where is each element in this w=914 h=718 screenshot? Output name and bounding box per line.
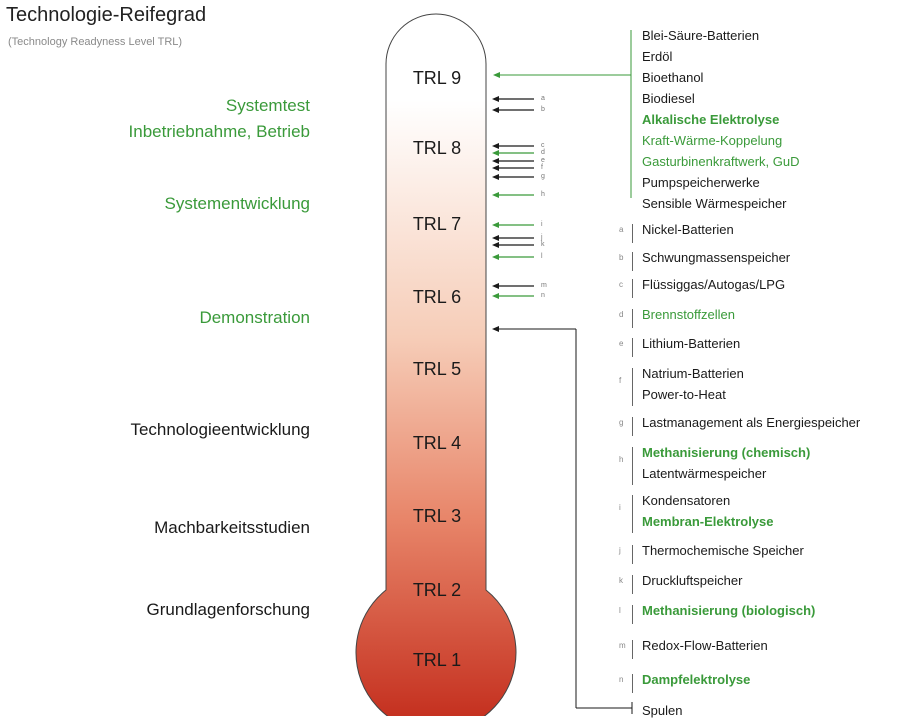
trl-label: TRL 8 [412, 138, 462, 158]
footnote-letter: h [619, 455, 624, 464]
letter-arrowhead [492, 174, 499, 180]
phase-label: Inbetriebnahme, Betrieb [128, 122, 310, 141]
footnote-letter: j [619, 546, 621, 555]
footnote-item: Redox-Flow-Batterien [642, 638, 768, 653]
letter-arrowhead [492, 107, 499, 113]
arrow-letter-label: h [541, 191, 545, 198]
footnote-item: Natrium-Batterien [642, 366, 744, 381]
footnote-item: Membran-Elektrolyse [642, 514, 774, 529]
footnote-divider [632, 640, 633, 659]
trl-label: TRL 7 [412, 214, 462, 234]
arrow-letter-label: g [541, 173, 545, 180]
footnote-item: Latentwärmespeicher [642, 466, 767, 481]
footnote-letter: b [619, 253, 624, 262]
trl-label: TRL 5 [412, 359, 462, 379]
arrow-letter-label: e [541, 157, 545, 164]
footnote-letter: n [619, 675, 624, 684]
letter-arrowhead [492, 283, 499, 289]
arrow-letter-label: k [541, 241, 545, 248]
page-subtitle: (Technology Readyness Level TRL) [8, 36, 183, 48]
footnote-divider [632, 252, 633, 271]
footnote-divider [632, 674, 633, 693]
spulen-arrowhead [492, 326, 499, 332]
footnote-item: Kondensatoren [642, 493, 731, 508]
page-title: Technologie-Reifegrad [6, 4, 207, 26]
trl9-list-item: Bioethanol [642, 70, 704, 85]
letter-arrowhead [492, 143, 499, 149]
footnote-item: Brennstoffzellen [642, 307, 735, 322]
letter-arrowhead [492, 96, 499, 102]
footnote-item: Methanisierung (chemisch) [642, 445, 811, 460]
trl9-list-item: Sensible Wärmespeicher [642, 196, 787, 211]
footnote-divider [632, 495, 633, 533]
arrow-letter-label: l [541, 253, 543, 260]
trl-label: TRL 9 [412, 68, 462, 88]
letter-arrowhead [492, 293, 499, 299]
letter-arrowhead [492, 222, 499, 228]
footnote-item: Druckluftspeicher [642, 573, 743, 588]
footnote-letter: d [619, 310, 624, 319]
footnote-item: Schwungmassenspeicher [642, 250, 791, 265]
phase-label: Systemtest [225, 96, 310, 115]
phase-label: Systementwicklung [164, 194, 310, 213]
footnote-divider [632, 447, 633, 485]
footnote-divider [632, 309, 633, 328]
trl-label: TRL 4 [412, 433, 462, 453]
trl-label: TRL 2 [412, 580, 462, 600]
arrow-letter-label: j [541, 234, 543, 241]
trl9-list-item: Biodiesel [642, 91, 695, 106]
trl9-list-item: Kraft-Wärme-Koppelung [642, 133, 783, 148]
footnote-item: Lastmanagement als Energiespeicher [642, 415, 861, 430]
footnote-letter: m [619, 641, 626, 650]
trl9-list-item: Blei-Säure-Batterien [642, 28, 760, 43]
arrow-letter-label: i [541, 221, 543, 228]
footnote-divider [632, 575, 633, 594]
letter-arrowhead [492, 242, 499, 248]
footnote-divider [632, 368, 633, 406]
trl-label: TRL 1 [412, 650, 462, 670]
footnote-letter: l [619, 606, 621, 615]
arrow-letter-label: m [541, 282, 547, 289]
bottom-item: Spulen [642, 703, 683, 718]
arrow-letter-label: f [541, 164, 543, 171]
phase-label: Grundlagenforschung [146, 600, 310, 619]
footnote-item: Lithium-Batterien [642, 336, 741, 351]
footnote-letter: a [619, 225, 624, 234]
arrow-letter-label: b [541, 106, 545, 113]
footnote-item: Flüssiggas/Autogas/LPG [642, 277, 786, 292]
trl9-list-item: Pumpspeicherwerke [642, 175, 760, 190]
letter-arrowhead [492, 158, 499, 164]
footnote-item: Nickel-Batterien [642, 222, 734, 237]
trl-label: TRL 6 [412, 287, 462, 307]
letter-arrowhead [492, 150, 499, 156]
footnote-item: Power-to-Heat [642, 387, 726, 402]
footnote-letter: f [619, 376, 622, 385]
footnote-divider [632, 605, 633, 624]
letter-arrowhead [492, 254, 499, 260]
phase-label: Demonstration [199, 308, 310, 327]
footnote-divider [632, 224, 633, 243]
footnote-divider [632, 279, 633, 298]
footnote-divider [632, 338, 633, 357]
footnote-item: Dampfelektrolyse [642, 672, 751, 687]
arrow-letter-label: c [541, 142, 545, 149]
footnote-letter: e [619, 339, 624, 348]
footnote-letter: g [619, 418, 624, 427]
phase-label: Machbarkeitsstudien [154, 518, 310, 537]
trl9-list-item: Erdöl [642, 49, 673, 64]
trl9-list-item: Alkalische Elektrolyse [642, 112, 780, 127]
footnote-letter: i [619, 503, 621, 512]
footnote-item: Methanisierung (biologisch) [642, 603, 816, 618]
arrow-letter-label: n [541, 292, 545, 299]
footnote-letter: k [619, 576, 623, 585]
footnote-letter: c [619, 280, 623, 289]
phase-label: Technologieentwicklung [130, 420, 310, 439]
footnote-divider [632, 417, 633, 436]
arrow-letter-label: a [541, 95, 545, 102]
trl9-list-item: Gasturbinenkraftwerk, GuD [642, 154, 800, 169]
letter-arrowhead [492, 165, 499, 171]
letter-arrowhead [492, 192, 499, 198]
arrow-letter-label: d [541, 149, 545, 156]
footnote-divider [632, 545, 633, 564]
letter-arrowhead [492, 235, 499, 241]
trl-label: TRL 3 [412, 506, 462, 526]
trl9-arrowhead [493, 72, 500, 78]
footnote-item: Thermochemische Speicher [642, 543, 804, 558]
